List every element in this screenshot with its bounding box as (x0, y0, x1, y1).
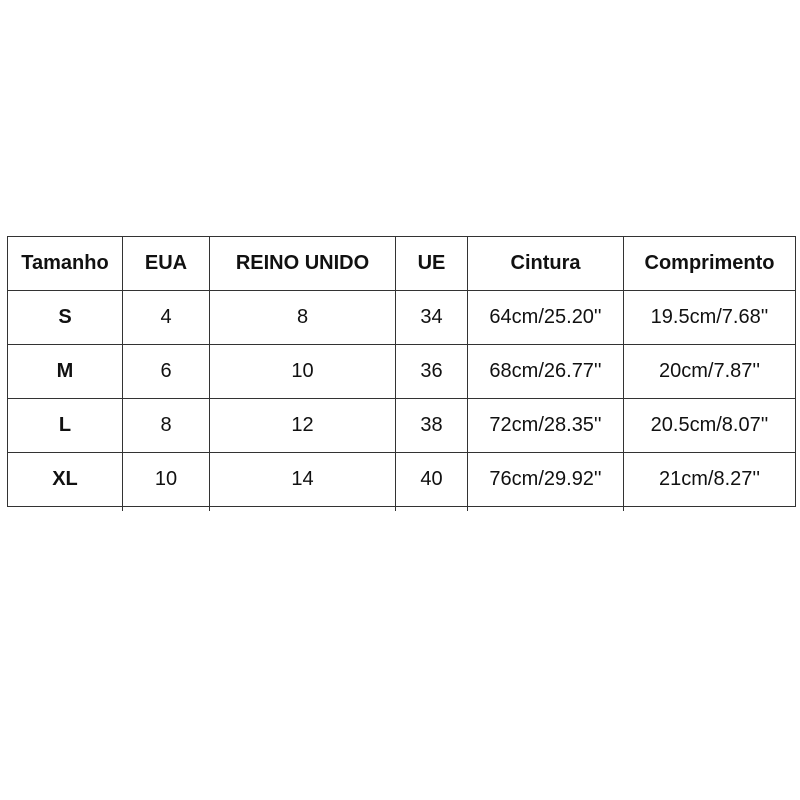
cell-size: M (8, 345, 123, 399)
table-row (8, 453, 796, 507)
cell-usa: 4 (123, 291, 210, 345)
tail-cell (624, 507, 796, 511)
cell-uk: 12 (210, 399, 396, 453)
tail-cell (123, 507, 210, 511)
cell-length: 19.5cm/7.68'' (624, 291, 796, 345)
cell-waist: 76cm/29.92'' (468, 453, 624, 507)
size-chart-table (7, 236, 796, 511)
tail-cell (396, 507, 468, 511)
cell-uk: 10 (210, 345, 396, 399)
cell-uk: 14 (210, 453, 396, 507)
cell-eu: 38 (396, 399, 468, 453)
cell-eu: 36 (396, 345, 468, 399)
cell-size: XL (8, 453, 123, 507)
table-row (8, 345, 796, 399)
header-size: Tamanho (8, 237, 123, 291)
cell-waist: 68cm/26.77'' (468, 345, 624, 399)
cell-usa: 8 (123, 399, 210, 453)
cell-uk: 8 (210, 291, 396, 345)
cell-eu: 34 (396, 291, 468, 345)
header-usa: EUA (123, 237, 210, 291)
table-row (8, 399, 796, 453)
cell-waist: 72cm/28.35'' (468, 399, 624, 453)
tail-cell (8, 507, 123, 511)
cell-length: 20.5cm/8.07'' (624, 399, 796, 453)
header-length: Comprimento (624, 237, 796, 291)
cell-eu: 40 (396, 453, 468, 507)
table-tail-row (8, 507, 796, 511)
table-row (8, 291, 796, 345)
cell-waist: 64cm/25.20'' (468, 291, 624, 345)
tail-cell (210, 507, 396, 511)
header-uk: REINO UNIDO (210, 237, 396, 291)
header-eu: UE (396, 237, 468, 291)
cell-size: S (8, 291, 123, 345)
cell-usa: 6 (123, 345, 210, 399)
tail-cell (468, 507, 624, 511)
cell-size: L (8, 399, 123, 453)
cell-length: 20cm/7.87'' (624, 345, 796, 399)
header-row (8, 237, 796, 291)
table-body (8, 291, 796, 511)
header-waist: Cintura (468, 237, 624, 291)
table-header (8, 237, 796, 291)
cell-length: 21cm/8.27'' (624, 453, 796, 507)
cell-usa: 10 (123, 453, 210, 507)
